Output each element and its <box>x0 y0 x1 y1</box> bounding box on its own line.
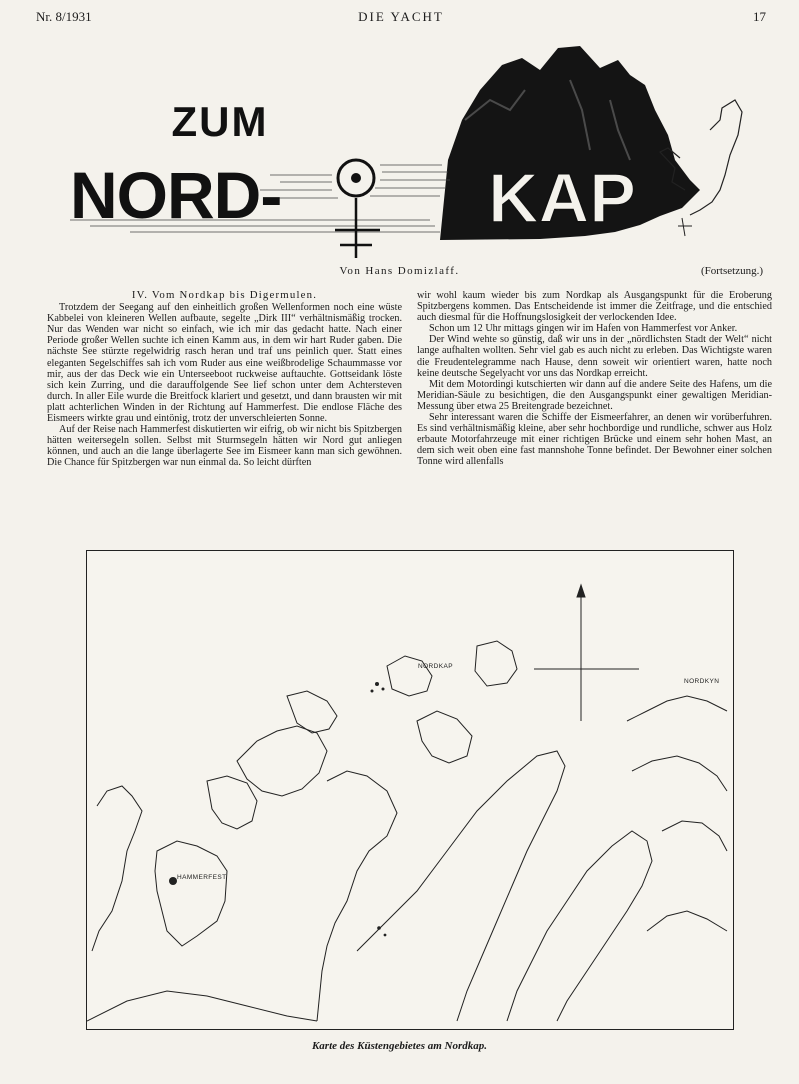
issue-number: Nr. 8/1931 <box>36 9 92 24</box>
paragraph: Sehr interessant waren die Schiffe der Eismeerfahrer, an denen wir vorüberfuhren. Es sind verhältnismäßig kleine, aber sehr hochbordige und rundliche, schwer aus Holz erbaute Motorfahrzeuge mit einer richtigen Brücke und einem sehr hohen Mast, an dem sich weit oben eine fast mannshohe Tonne befindet. Der Bewohner einer solchen Tonne wird allenfalls <box>417 412 772 468</box>
paragraph: wir wohl kaum wieder bis zum Nordkap als Ausgangspunkt für die Eroberung Spitzbergens kommen. Das Entscheidende ist immer die Zeitfrage, und die entschied auch diesmal für die Hoffnungslosigkeit der verlockenden Idee. <box>417 290 772 324</box>
paragraph: Mit dem Motordingi kutschierten wir dann auf die andere Seite des Hafens, um die Meridian-Säule zu besichtigen, die den Ausgangspunkt einer gewaltigen Meridian-Messung über etwa 25 Breitengrade bezeichnet. <box>417 378 772 412</box>
article-column-left <box>47 290 402 469</box>
page-header <box>36 9 766 29</box>
label-nordkap: NORDKAP <box>418 663 453 670</box>
compass-cross <box>534 585 639 721</box>
coastlines <box>87 641 727 1021</box>
banner-illustration <box>70 40 770 265</box>
title-banner <box>70 40 770 265</box>
islands <box>169 682 386 936</box>
byline <box>0 265 799 277</box>
map-drawing <box>87 551 733 1029</box>
label-hammerfest: HAMMERFEST <box>177 874 227 881</box>
page-number: 17 <box>753 9 766 24</box>
paragraph: Auf der Reise nach Hammerfest diskutierten wir eifrig, ob wir nicht bis Spitzbergen hätten weitersegeln sollen. Selbst mit Sturmsegeln hätten wir Nord gut anliegen können, und auch an die lange überlagerte See im Eismeer kann man sich gewöhnen. Die Chance für Spitzbergen war nun einmal da. So leicht dürften <box>47 424 402 469</box>
continuation-note: (Fortsetzung.) <box>700 265 763 277</box>
paragraph: Schon um 12 Uhr mittags gingen wir im Hafen von Hammerfest vor Anker. <box>429 323 738 335</box>
title-line-kap: KAP <box>488 159 636 237</box>
title-line-zum: ZUM <box>171 98 269 145</box>
paragraph: Der Wind wehte so günstig, daß wir uns in der „nördlichsten Stadt der Welt“ nicht lange aufhalten wollten. Sehr viel gab es auch nicht zu erleben. Das Wichtigste waren die Freudentelegramme nach Hause, denn soweit wir orientiert waren, hatte noch keine deutsche Segelyacht vor uns das Nordkap erreicht. <box>417 334 772 379</box>
map-caption: Karte des Küstengebietes am Nordkap. <box>311 1040 488 1052</box>
paragraph: Trotzdem der Seegang auf den einheitlich großen Wellenformen noch eine wüste Kabbelei von kleineren Wellen aufbaute, segelte „Dirk III“ verhältnismäßig trocken. Nur das Wenden war nicht so einfach, wie ich mir das gedacht hatte. Nach einer Periode großer Wellen suchte ich einen Kamm aus, in dem wir hart Ruder gaben. Die nächste See stürzte regelwidrig rasch heran und traf uns peinlich quer. Statt eines eleganten Segelschiffes sah ich vom Ruder aus eine weißbrodelige Schaummasse vor mir, aus der das Deck wie ein Unterseeboot ruckweise auftauchte. Gottseidank löste sich kein Zurring, und die darauffolgende See lief schon unter dem Achtersteven durch. In aller Eile wurde die Breitfock klariert und gesetzt, und dann brausten wir mit platt achterlichen Winden in der Richtung auf Hammerfest. Die endlose Fläche des Eismeers wirkte grau und eintönig, trotz der unverschleierten Sonne. <box>47 302 402 425</box>
article-column-right <box>417 290 772 468</box>
magazine-title: DIE YACHT <box>358 9 444 24</box>
author-credit: Von Hans Domizlaff. <box>339 265 460 277</box>
coastal-map <box>86 550 734 1030</box>
section-heading: IV. Vom Nordkap bis Digermulen. <box>131 289 318 301</box>
title-line-nord: NORD- <box>70 158 282 232</box>
label-nordkyn: NORDKYN <box>684 678 720 685</box>
hammerfest-marker <box>169 877 177 885</box>
